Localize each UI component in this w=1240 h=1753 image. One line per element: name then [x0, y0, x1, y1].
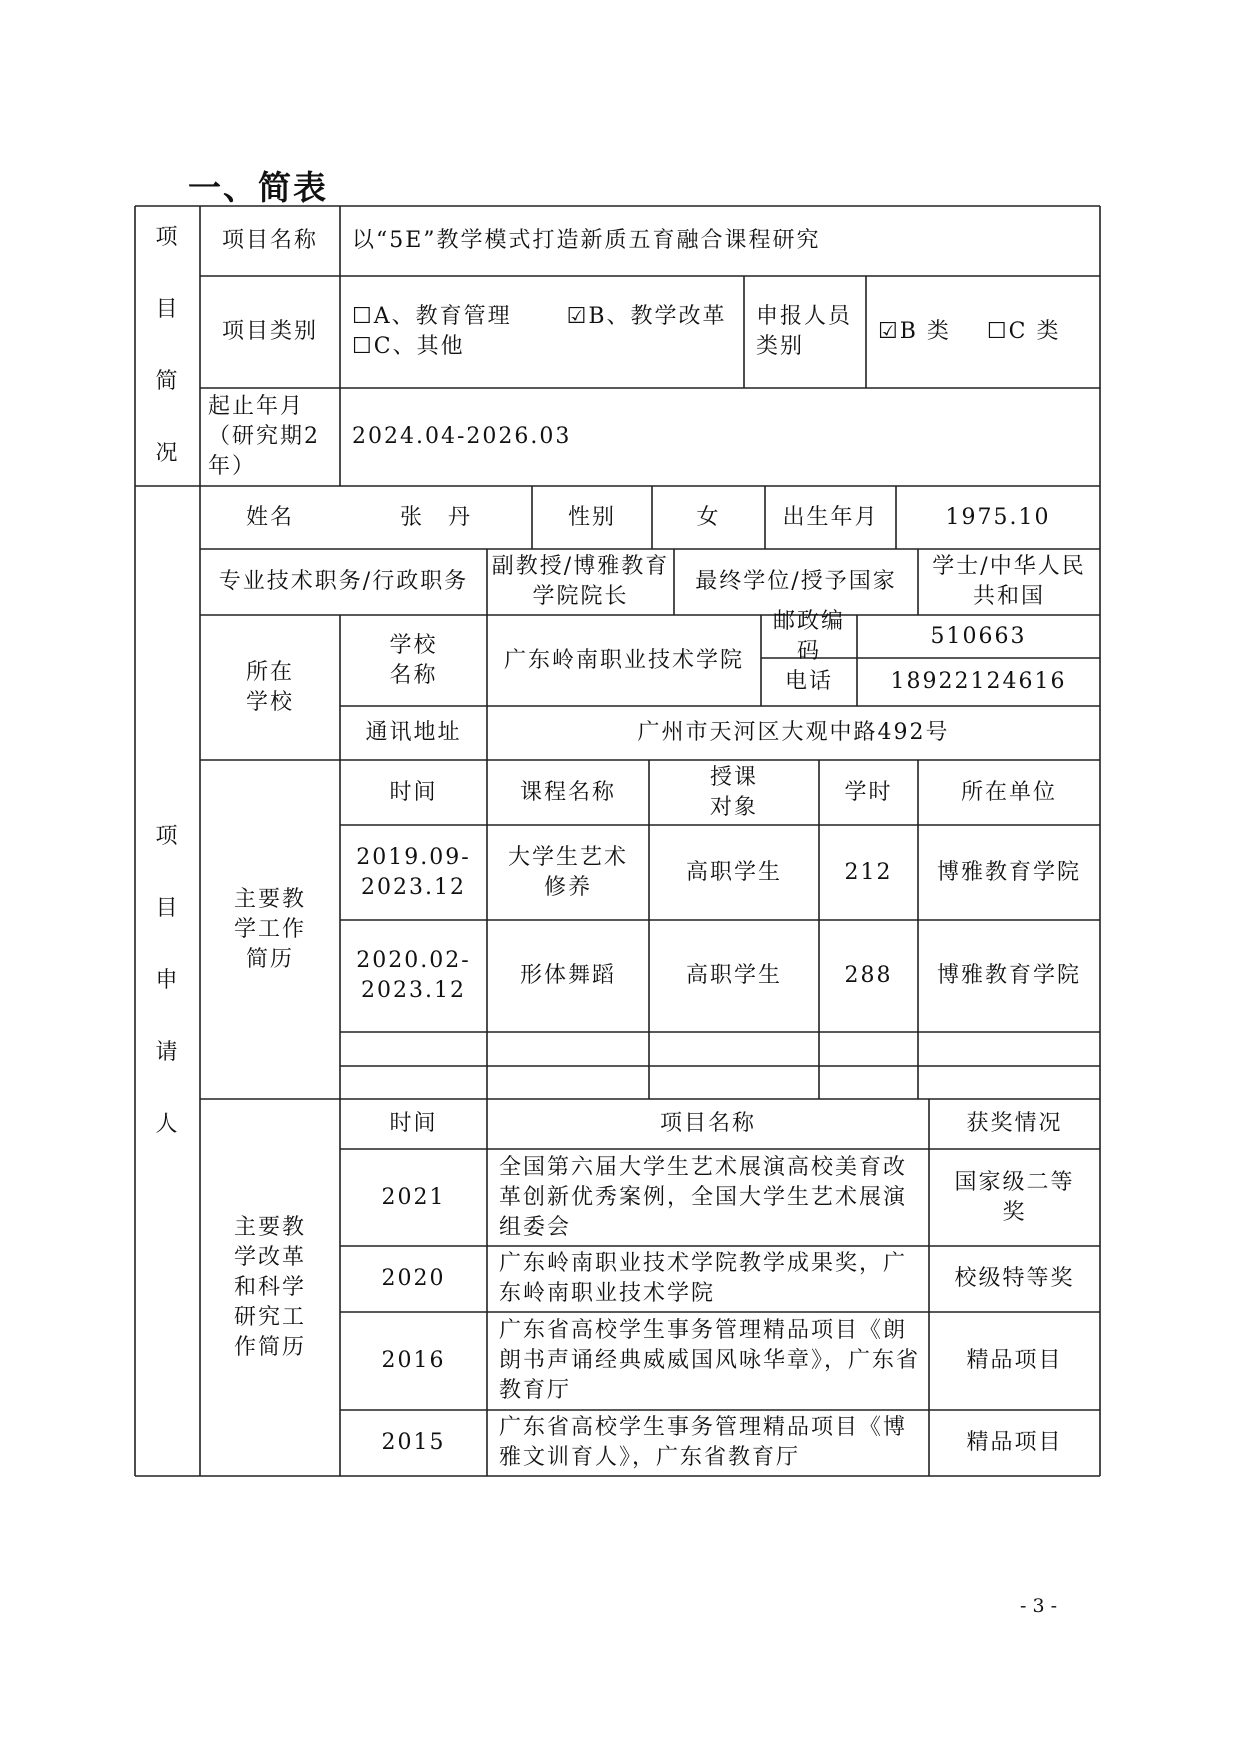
applicant-side-label — [135, 486, 200, 1476]
side-label-char: 目 — [155, 896, 180, 921]
teaching-row-2-time: 2020.02-2023.12 — [356, 948, 471, 1003]
teaching-row-1-audience: 高职学生 — [685, 859, 782, 885]
title-label: 专业技术职务/行政职务 — [218, 569, 469, 594]
title-value: 副教授/博雅教育学院院长 — [491, 554, 670, 609]
teaching-header-course: 课程名称 — [519, 779, 616, 805]
teaching-row-2-unit: 博雅教育学院 — [936, 963, 1081, 988]
page-number: - 3 - — [1020, 1595, 1058, 1617]
postcode-label: 邮政编码 — [772, 608, 845, 664]
teaching-row-3-unit[interactable] — [918, 1032, 1100, 1066]
birth-value: 1975.10 — [945, 504, 1051, 530]
research-row-2-award: 校级特等奖 — [954, 1266, 1075, 1291]
phone-value: 18922124616 — [890, 669, 1067, 694]
category-option-a[interactable]: ☐A、教育管理 — [352, 304, 512, 329]
research-row-4-award: 精品项目 — [966, 1430, 1063, 1455]
side-label-char: 请 — [155, 1040, 180, 1065]
side-label-char: 项 — [155, 824, 180, 849]
research-header-time: 时间 — [389, 1111, 438, 1136]
research-row-4-time: 2015 — [381, 1430, 446, 1455]
school-name-value: 广东岭南职业技术学院 — [503, 647, 744, 673]
teaching-row-2-course: 形体舞蹈 — [519, 963, 616, 988]
address-label: 通讯地址 — [365, 720, 462, 745]
teaching-row-4-unit[interactable] — [918, 1066, 1100, 1099]
research-row-3-project: 广东省高校学生事务管理精品项目《朗朗书声诵经典威威国风咏华章》，广东省教育厅 — [499, 1318, 921, 1403]
page-title: 一、简表 — [188, 168, 328, 207]
research-row-1-time: 2021 — [381, 1184, 446, 1210]
teaching-row-1-time: 2019.09-2023.12 — [356, 844, 471, 900]
teaching-row-3-time[interactable] — [340, 1032, 487, 1066]
school-name-label: 学校名称 — [389, 632, 438, 688]
applicant-type-options — [866, 276, 1100, 388]
teaching-row-4-time[interactable] — [340, 1066, 487, 1099]
teaching-row-3-audience[interactable] — [649, 1032, 819, 1066]
research-row-1-project: 全国第六届大学生艺术展演高校美育改革创新优秀案例，全国大学生艺术展演组委会 — [499, 1154, 908, 1240]
name-label: 姓名 — [245, 504, 294, 530]
name-value: 张 丹 — [399, 504, 472, 530]
research-header-award: 获奖情况 — [966, 1111, 1063, 1136]
side-label-char: 人 — [155, 1112, 180, 1137]
research-header-project: 项目名称 — [659, 1111, 756, 1136]
teaching-row-1-unit: 博雅教育学院 — [936, 859, 1081, 885]
teaching-header-unit: 所在单位 — [960, 779, 1057, 805]
postcode-value: 510663 — [930, 623, 1027, 649]
birth-label: 出生年月 — [782, 504, 879, 530]
degree-value: 学士/中华人民共和国 — [932, 554, 1086, 609]
research-row-4-project: 广东省高校学生事务管理精品项目《博雅文训育人》，广东省教育厅 — [499, 1415, 908, 1470]
phone-label: 电话 — [784, 669, 833, 694]
teaching-row-2-hours: 288 — [844, 963, 893, 988]
project-category-options — [340, 276, 744, 388]
teaching-row-1-hours: 212 — [844, 859, 893, 885]
teaching-row-3-course[interactable] — [487, 1032, 649, 1066]
gender-label: 性别 — [567, 504, 616, 530]
research-row-1-award: 国家级二等奖 — [954, 1169, 1075, 1225]
teaching-row-4-audience[interactable] — [649, 1066, 819, 1099]
project-name-label: 项目名称 — [221, 228, 318, 253]
side-label-char: 目 — [155, 297, 180, 322]
side-label-char: 简 — [155, 369, 180, 394]
category-option-c[interactable]: ☐C、其他 — [352, 334, 465, 359]
teaching-header-time: 时间 — [389, 779, 438, 805]
school-label: 所在学校 — [245, 659, 294, 715]
checkbox-checked-icon: ☑ — [566, 304, 589, 329]
side-label-char: 项 — [155, 225, 180, 250]
checkbox-unchecked-icon: ☐ — [352, 334, 374, 359]
category-option-b[interactable]: ☑B、教学改革 — [566, 304, 727, 329]
research-row-3-time: 2016 — [381, 1348, 446, 1373]
teaching-header-hours: 学时 — [844, 779, 893, 805]
teaching-header-audience: 授课对象 — [709, 764, 758, 820]
research-row-2-time: 2020 — [381, 1266, 446, 1291]
gender-value: 女 — [696, 504, 721, 530]
side-label-char: 况 — [155, 441, 180, 466]
degree-label: 最终学位/授予国家 — [695, 569, 897, 594]
checkbox-unchecked-icon: ☐ — [352, 304, 374, 329]
period-label: 起止年月（研究期2年） — [208, 394, 320, 479]
project-side-label — [135, 206, 200, 486]
research-row-3-award: 精品项目 — [966, 1348, 1063, 1373]
checkbox-checked-icon: ☑ — [878, 319, 900, 344]
research-row-2-project: 广东岭南职业技术学院教学成果奖，广东岭南职业技术学院 — [499, 1251, 908, 1306]
project-name-value: 以“5E”教学模式打造新质五育融合课程研究 — [352, 228, 821, 253]
applicant-type-label: 申报人员类别 — [756, 304, 853, 359]
side-label-char: 申 — [155, 968, 180, 993]
applicant-type-b[interactable]: ☑B 类 — [878, 319, 951, 344]
address-value: 广州市天河区大观中路492号 — [637, 720, 950, 745]
checkbox-unchecked-icon: ☐ — [986, 319, 1009, 344]
teaching-row-3-hours[interactable] — [819, 1032, 918, 1066]
teaching-row-1-course: 大学生艺术修养 — [507, 844, 628, 900]
teaching-row-2-audience: 高职学生 — [685, 963, 782, 988]
period-value: 2024.04-2026.03 — [352, 424, 572, 449]
teaching-label: 主要教学工作简历 — [233, 886, 306, 972]
research-label: 主要教学改革和科学研究工作简历 — [233, 1214, 306, 1360]
applicant-type-c[interactable]: ☐C 类 — [986, 319, 1061, 344]
teaching-row-4-course[interactable] — [487, 1066, 649, 1099]
teaching-row-4-hours[interactable] — [819, 1066, 918, 1099]
project-category-label: 项目类别 — [221, 319, 318, 344]
